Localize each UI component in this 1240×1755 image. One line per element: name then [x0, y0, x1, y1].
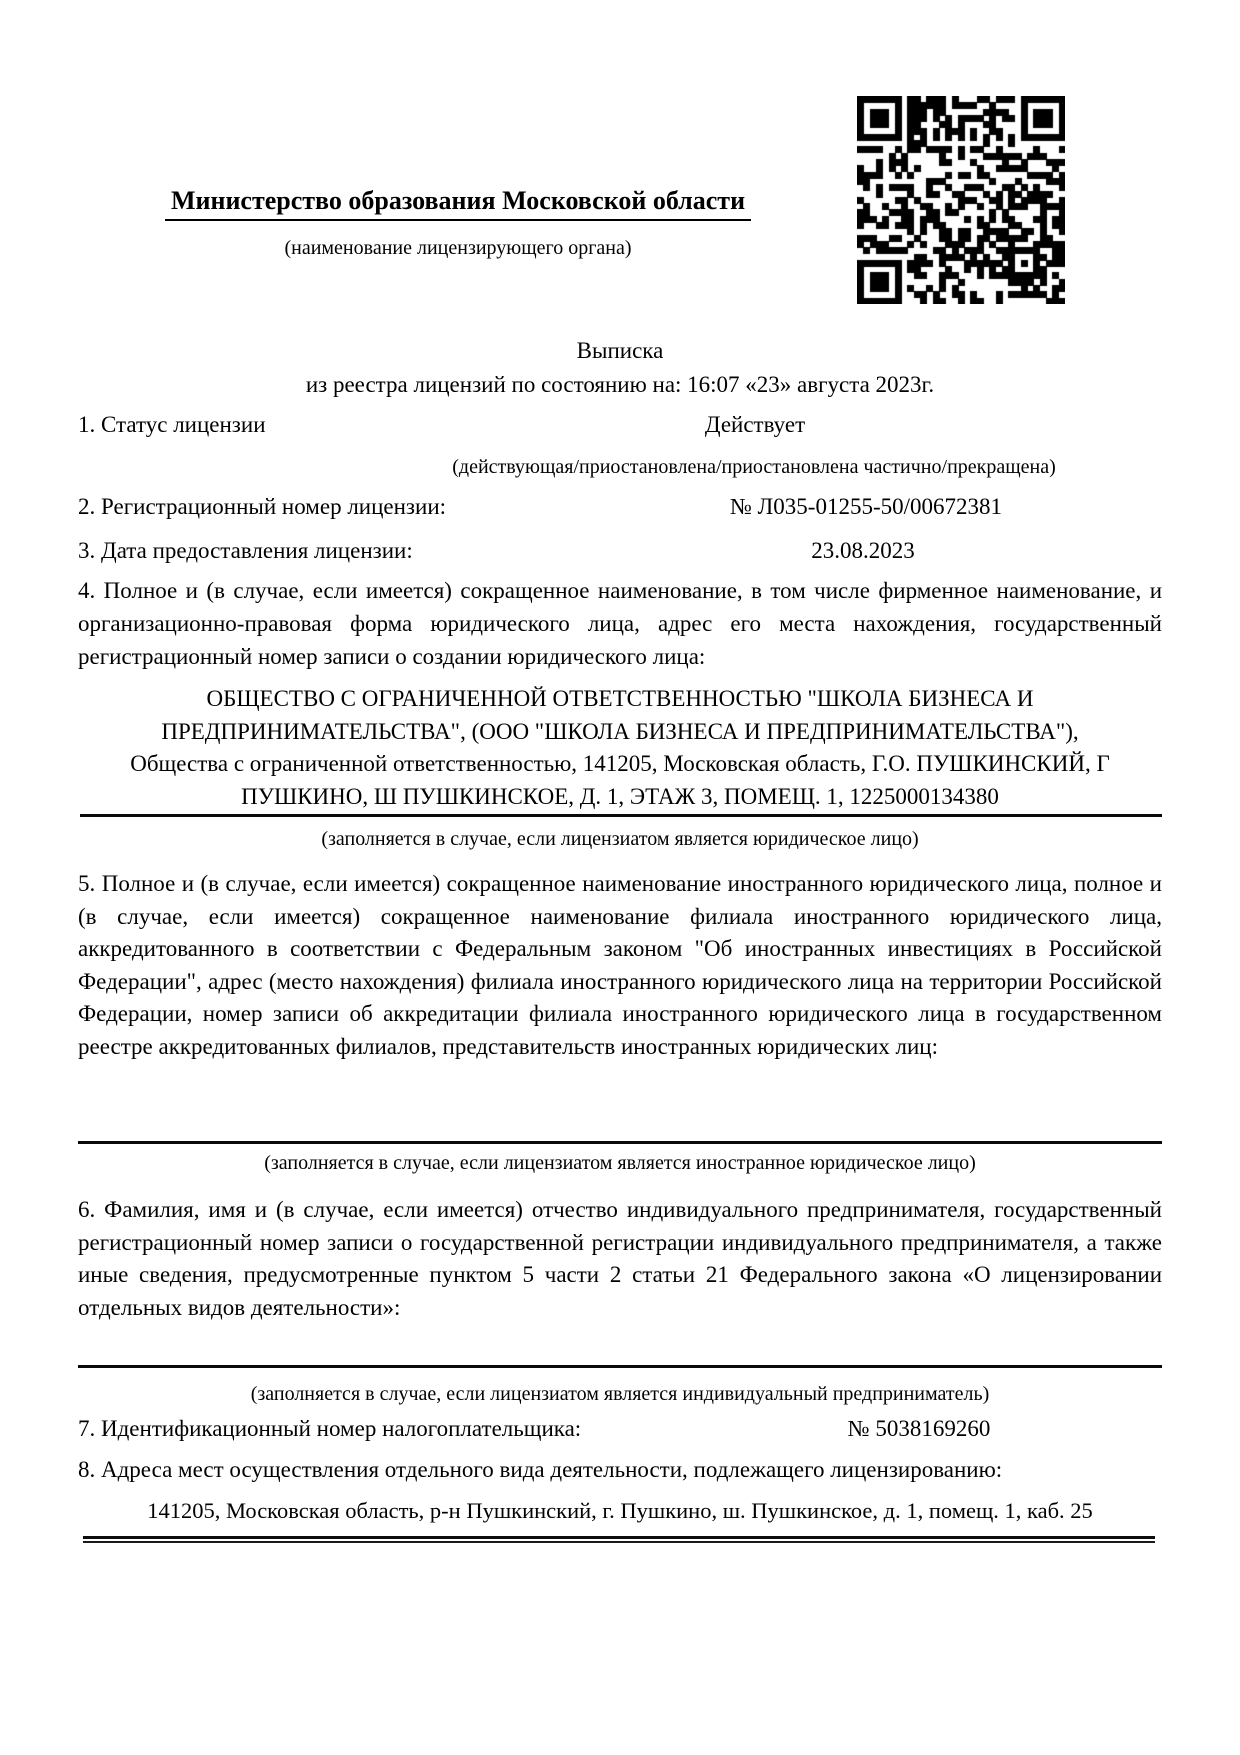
empty-field-line	[78, 1141, 1162, 1144]
qr-code-icon	[857, 96, 1065, 304]
reg-number-label: 2. Регистрационный номер лицензии:	[78, 494, 447, 519]
addresses-label: 8. Адреса мест осуществления отдельного вида деятельности, подлежащего лицензированию:	[78, 1457, 1003, 1482]
field-double-underline	[83, 1536, 1155, 1543]
section6-text: 6. Фамилия, имя и (в случае, если имеется) отчество индивидуального предпринимателя, государственный регистрационный номер записи о государственной регистрации индивидуального предпринимателя, а также иные сведения, предусмотренные пунктом 5 части 2 статьи 21 Федерального закона «О лицензировании отдельных видов деятельности»:	[78, 1197, 1162, 1320]
document-subtitle: из реестра лицензий по состоянию на: 16:07 «23» августа 2023г.	[305, 372, 935, 397]
status-label: 1. Статус лицензии	[78, 412, 266, 437]
section5-text: 5. Полное и (в случае, если имеется) сокращенное наименование иностранного юридического лица, полное и (в случае, если имеется) сокращенное наименование филиала иностранного юридического лица, аккредитованного в соответствии с Федеральным законом "Об иностранных инвестициях в Российской Федерации", адрес (место нахождения) филиала иностранного юридического лица на территории Российской Федерации, номер записи об аккредитации филиала иностранного юридического лица в государственном реестре аккредитованных филиалов, представительств иностранных юридических лиц:	[78, 871, 1162, 1059]
section4-text: 4. Полное и (в случае, если имеется) сокращенное наименование, в том числе фирменное наименование, и организационно-правовая форма юридического лица, адрес его места нахождения, государственный регистрационный номер записи о создании юридического лица:	[78, 578, 1162, 669]
addresses-value: 141205, Московская область, р-н Пушкинский, г. Пушкино, ш. Пушкинское, д. 1, помещ. 1, каб. 25	[147, 1498, 1093, 1523]
section6-caption: (заполняется в случае, если лицензиатом является индивидуальный предприниматель)	[250, 1383, 990, 1405]
header	[78, 186, 838, 221]
document-title: Выписка	[576, 338, 664, 363]
grant-date-label: 3. Дата предоставления лицензии:	[78, 538, 413, 563]
empty-field-line	[78, 1365, 1162, 1368]
inn-value: № 5038169260	[847, 1416, 991, 1441]
licensing-authority-name: Министерство образования Московской области	[165, 186, 751, 221]
organization-name-line: ПУШКИНО, Ш ПУШКИНСКОЕ, Д. 1, ЭТАЖ 3, ПОМЕЩ. 1, 1225000134380	[241, 783, 999, 809]
section4-caption: (заполняется в случае, если лицензиатом является юридическое лицо)	[321, 828, 919, 850]
organization-name-block	[78, 683, 1162, 813]
organization-name-line: ПРЕДПРИНИМАТЕЛЬСТВА", (ООО "ШКОЛА БИЗНЕСА И ПРЕДПРИНИМАТЕЛЬСТВА"),	[161, 718, 1079, 744]
section5-caption: (заполняется в случае, если лицензиатом является иностранное юридическое лицо)	[264, 1152, 976, 1174]
organization-name-line: ОБЩЕСТВО С ОГРАНИЧЕННОЙ ОТВЕТСТВЕННОСТЬЮ "ШКОЛА БИЗНЕСА И	[206, 686, 1034, 711]
status-hint: (действующая/приостановлена/приостановлена частично/прекращена)	[452, 456, 1056, 478]
organization-name-line: Общества с ограниченной ответственностью, 141205, Московская область, Г.О. ПУШКИНСКИЙ, Г	[130, 751, 1110, 776]
field-underline	[80, 814, 1162, 817]
reg-number-value: № Л035-01255-50/00672381	[729, 494, 1003, 519]
status-value: Действует	[704, 412, 806, 437]
licensing-authority-caption: (наименование лицензирующего органа)	[284, 237, 632, 259]
grant-date-value: 23.08.2023	[811, 538, 915, 563]
inn-label: 7. Идентификационный номер налогоплательщика:	[78, 1416, 582, 1441]
